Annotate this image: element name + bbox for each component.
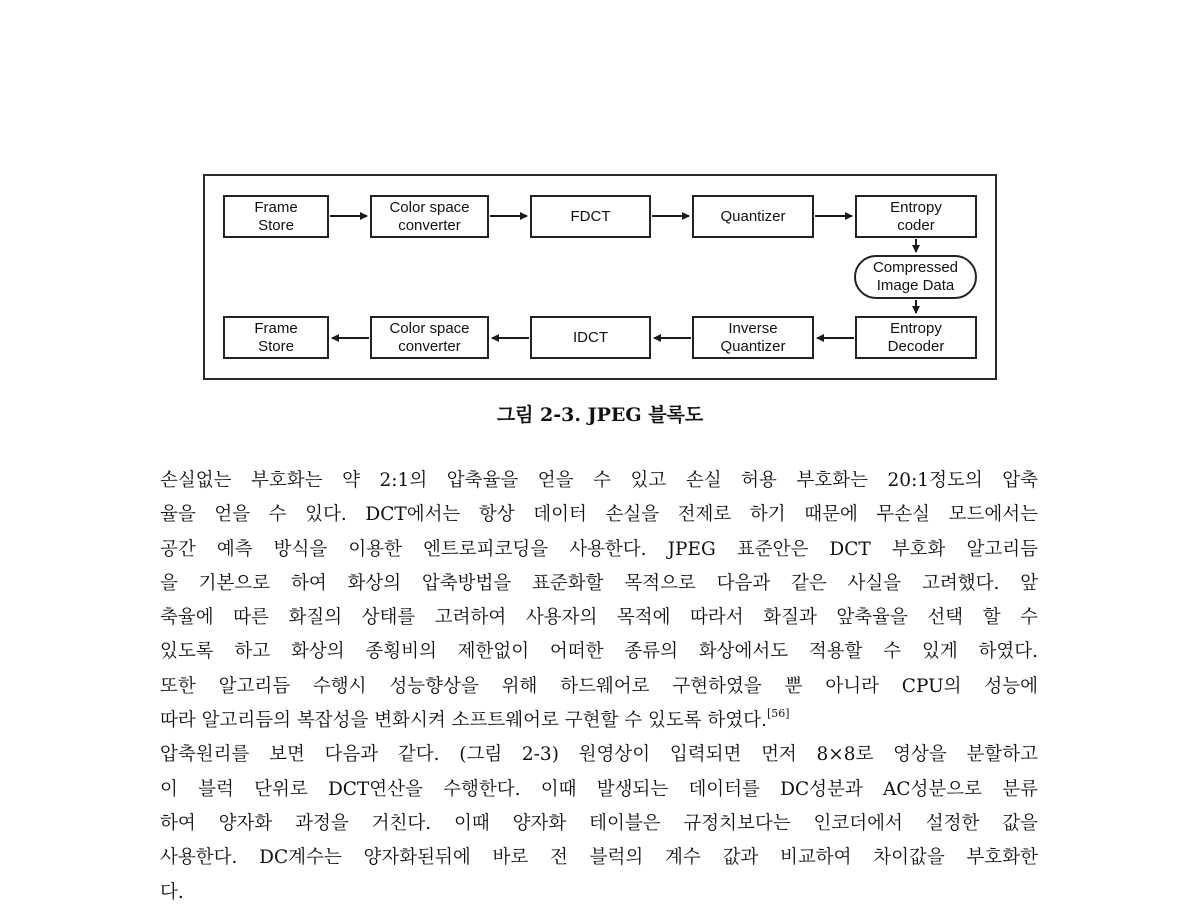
block-label: Decoder: [887, 337, 945, 355]
paragraph-text: 따라 알고리듬의 복잡성을 변화시켜 소프트웨어로 구현할 수 있도록 하였다.: [160, 710, 767, 732]
block-label: converter: [398, 337, 461, 355]
paragraph-line: 다.: [160, 881, 184, 903]
paragraph-line: 공간 예측 방식을 이용한 엔트로피코딩을 사용한다. JPEG 표준안은 DCT 부호화 알고리듬: [160, 538, 1038, 560]
block-label: coder: [897, 216, 935, 234]
paragraph-line: 사용한다. DC계수는 양자화된뒤에 바로 전 블럭의 계수 값과 비교하여 차이값을 부호화한: [160, 847, 1038, 869]
block-label: Store: [258, 216, 294, 234]
block-label: Inverse: [728, 319, 778, 337]
paragraph-line: 손실없는 부호화는 약 2:1의 압축율을 얻을 수 있고 손실 허용 부호화는 20:1정도의 압축: [160, 470, 1038, 491]
color-space-converter-bottom-block: [370, 316, 489, 359]
block-label: Quantizer: [720, 207, 786, 225]
frame-store-bottom-block: [223, 316, 329, 359]
block-label: Entropy: [890, 198, 942, 216]
paragraph-line: 축율에 따른 화질의 상태를 고려하여 사용자의 목적에 따라서 화질과 앞축율을 선택 할 수: [160, 607, 1038, 629]
block-label: FDCT: [570, 207, 611, 225]
paragraph-line: [160, 704, 1038, 738]
block-label: Frame: [254, 319, 298, 337]
color-space-converter-top-block: [370, 195, 489, 238]
block-label: Compressed: [872, 259, 959, 276]
frame-store-top-block: [223, 195, 329, 238]
figure-caption: 그림 2-3. JPEG 블록도: [496, 404, 704, 426]
paragraph-line: 또한 알고리듬 수행시 성능향상을 위해 하드웨어로 구현하였을 뿐 아니라 CPU의 성능에: [160, 675, 1038, 697]
block-label: Color space: [389, 319, 470, 337]
paragraph-line: 하여 양자화 과정을 거친다. 이때 양자화 테이블은 규정치보다는 인코더에서 설정한 값을: [160, 812, 1038, 834]
compressed-image-data-block: [854, 255, 977, 299]
citation: [56]: [766, 707, 790, 721]
idct-block: [530, 316, 651, 359]
block-label: Quantizer: [720, 337, 786, 355]
inverse-quantizer-block: [692, 316, 814, 359]
paragraph-line: 있도록 하고 화상의 종횡비의 제한없이 어떠한 종류의 화상에서도 적용할 수 있게 하였다.: [160, 641, 1038, 663]
block-label: Entropy: [890, 319, 942, 337]
fdct-block: [530, 195, 651, 238]
block-label: Store: [258, 337, 294, 355]
block-label: Color space: [389, 198, 470, 216]
block-label: Frame: [254, 198, 298, 216]
paragraph-line: 율을 얻을 수 있다. DCT에서는 항상 데이터 손실을 전제로 하기 때문에 무손실 모드에서는: [160, 504, 1038, 526]
quantizer-block: [692, 195, 814, 238]
block-label: Image Data: [876, 277, 955, 294]
block-label: IDCT: [573, 328, 608, 346]
paragraph-line: 이 블럭 단위로 DCT연산을 수행한다. 이때 발생되는 데이터를 DC성분과 AC성분으로 분류: [160, 778, 1038, 800]
paragraph-line: 을 기본으로 하여 화상의 압축방법을 표준화할 목적으로 다음과 같은 사실을 고려했다. 앞: [160, 572, 1038, 594]
paragraph-line: 압축원리를 보면 다음과 같다. (그림 2-3) 원영상이 입력되면 먼저 8×8로 영상을 분할하고: [160, 744, 1038, 766]
entropy-coder-block: [855, 195, 977, 238]
entropy-decoder-block: [855, 316, 977, 359]
block-label: converter: [398, 216, 461, 234]
body-text: [160, 464, 1038, 910]
